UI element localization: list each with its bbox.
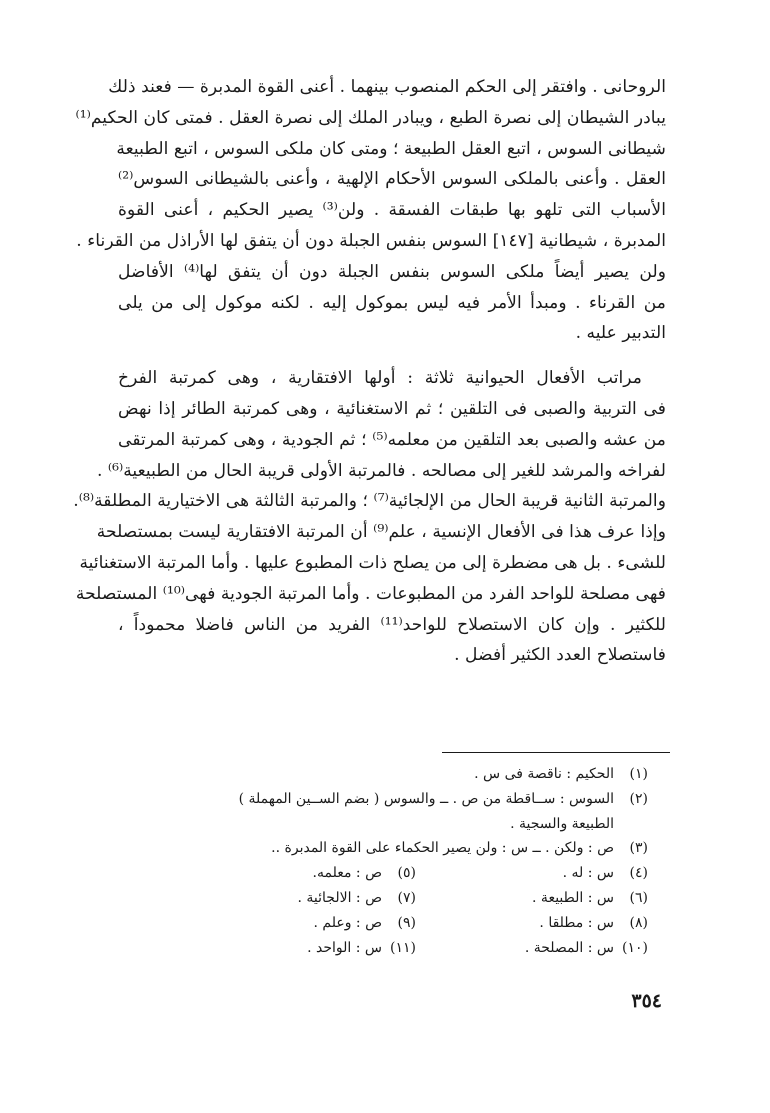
footnote-6 bbox=[416, 886, 648, 911]
footnote-separator bbox=[442, 752, 670, 753]
footnote-text: س : مطلقا . bbox=[539, 914, 614, 931]
footnote-11 bbox=[184, 936, 416, 961]
footnote-7 bbox=[184, 886, 416, 911]
text-line: المدبرة ، شيطانية [١٤٧] السوس بنفس الجبلة دون أن يتفق لها الأراذل من القرناء . bbox=[76, 230, 666, 251]
footnote-number: (٥) bbox=[397, 865, 416, 882]
footnote-text: الحكيم : ناقصة فى س . bbox=[474, 766, 614, 782]
footnote-number: (٤) bbox=[629, 865, 648, 882]
footnote-text: س : الطبيعة . bbox=[532, 889, 614, 906]
paragraph-1 bbox=[75, 72, 666, 349]
text-line: الأسباب التى تلهو بها طبقات الفسقة . ولن⁽³⁾ يصير الحكيم ، أعنى القوة bbox=[118, 200, 666, 221]
text-line: من عشه والصبى بعد التلقين من معلمه⁽⁵⁾ ؛ ثم الجودية ، وهى كمرتبة المرتقى bbox=[118, 429, 666, 450]
footnote-3 bbox=[104, 836, 648, 861]
footnote-2-continued bbox=[104, 812, 648, 837]
footnote-number: (١) bbox=[629, 766, 648, 782]
footnote-number: (٦) bbox=[629, 889, 648, 906]
text-line: فى التربية والصبى فى التلقين ؛ ثم الاستغنائية ، وهى كمرتبة الطائر إذا نهض bbox=[118, 398, 666, 419]
paragraph-gap bbox=[118, 349, 666, 363]
footnotes bbox=[104, 762, 648, 960]
footnote-text: ص : وعلم . bbox=[313, 914, 382, 931]
text-line: مراتب الأفعال الحيوانية ثلاثة : أولها الافتقارية ، وهى كمرتبة الفرخ bbox=[118, 368, 642, 389]
footnote-number: (١١) bbox=[390, 939, 416, 956]
footnote-text: س : له . bbox=[562, 865, 614, 882]
footnote-number: (١٠) bbox=[622, 939, 648, 956]
footnote-text: س : المصلحة . bbox=[524, 939, 614, 956]
text-line: ولن يصير أيضاً ملكى السوس بنفس الجبلة دون أن يتفق لها⁽⁴⁾ الأفاضل bbox=[118, 261, 666, 282]
footnote-2 bbox=[104, 787, 648, 812]
footnote-row bbox=[104, 911, 648, 936]
footnote-number: (٨) bbox=[629, 914, 648, 931]
footnote-number: (٩) bbox=[397, 914, 416, 931]
footnote-4 bbox=[416, 861, 648, 886]
footnote-number: (٢) bbox=[629, 790, 648, 807]
main-text bbox=[73, 72, 666, 671]
footnote-9 bbox=[184, 911, 416, 936]
text-line: لفراخه والمرشد للغير إلى مصالحه . فالمرتبة الأولى قريبة الحال من الطبيعية⁽⁶⁾ . bbox=[96, 460, 666, 481]
footnote-10 bbox=[416, 936, 648, 961]
footnote-row bbox=[104, 886, 648, 911]
footnote-number: (٣) bbox=[629, 840, 648, 857]
text-line: فاستصلاح العدد الكثير أفضل . bbox=[454, 645, 666, 666]
text-line: للشىء . بل هى مضطرة إلى من يصلح ذات المطبوع عليها . وأما المرتبة الاستغنائية bbox=[79, 552, 666, 573]
text-line: والمرتبة الثانية قريبة الحال من الإلجائية⁽⁷⁾ ؛ والمرتبة الثالثة هى الاختيارية المطلقة⁽⁸⁾. bbox=[73, 491, 666, 512]
text-line: يبادر الشيطان إلى نصرة الطبع ، ويبادر الملك إلى نصرة العقل . فمتى كان الحكيم⁽¹⁾ bbox=[75, 107, 666, 128]
footnote-5 bbox=[184, 861, 416, 886]
footnote-8 bbox=[416, 911, 648, 936]
text-line: شيطانى السوس ، اتبع العقل الطبيعة ؛ ومتى كان ملكى السوس ، اتبع الطبيعة bbox=[116, 138, 666, 159]
footnote-row bbox=[104, 936, 648, 961]
footnote-number: (٧) bbox=[397, 889, 416, 906]
text-line: فهى مصلحة للواحد الفرد من المطبوعات . وأما المرتبة الجودية فهى⁽¹⁰⁾ المستصلحة bbox=[75, 583, 666, 604]
text-line: الروحانى . وافتقر إلى الحكم المنصوب بينهما . أعنى القوة المدبرة — فعند ذلك bbox=[108, 77, 666, 97]
footnote-text: الطبيعة والسجية . bbox=[510, 815, 614, 832]
text-line: وإذا عرف هذا فى الأفعال الإنسية ، علم⁽⁹⁾ أن المرتبة الافتقارية ليست بمستصلحة bbox=[96, 522, 666, 543]
footnote-text: ص : معلمه. bbox=[312, 865, 382, 882]
text-line: من القرناء . ومبدأ الأمر فيه ليس بموكول إليه . لكنه موكول إلى من يلى bbox=[118, 292, 666, 313]
footnote-text: س : الواحد . bbox=[307, 939, 382, 956]
footnote-1 bbox=[104, 762, 648, 787]
paragraph-2 bbox=[73, 363, 666, 671]
page-number: ٣٥٤ bbox=[631, 990, 662, 1012]
footnote-row bbox=[104, 861, 648, 886]
footnote-text: ص : الالجائية . bbox=[297, 889, 382, 906]
text-line: العقل . وأعنى بالملكى السوس الأحكام الإلهية ، وأعنى بالشيطانى السوس⁽²⁾ bbox=[118, 169, 666, 190]
text-line: للكثير . وإن كان الاستصلاح للواحد⁽¹¹⁾ الفريد من الناس فاضلا محموداً ، bbox=[118, 614, 666, 635]
footnote-text: ص : ولكن . ــ س : ولن يصير الحكماء على القوة المدبرة .. bbox=[271, 840, 614, 857]
footnote-text: السوس : ســاقطة من ص . ــ والسوس ( بضم الســين المهملة ) bbox=[238, 790, 614, 807]
text-line: التدبير عليه . bbox=[575, 323, 666, 344]
